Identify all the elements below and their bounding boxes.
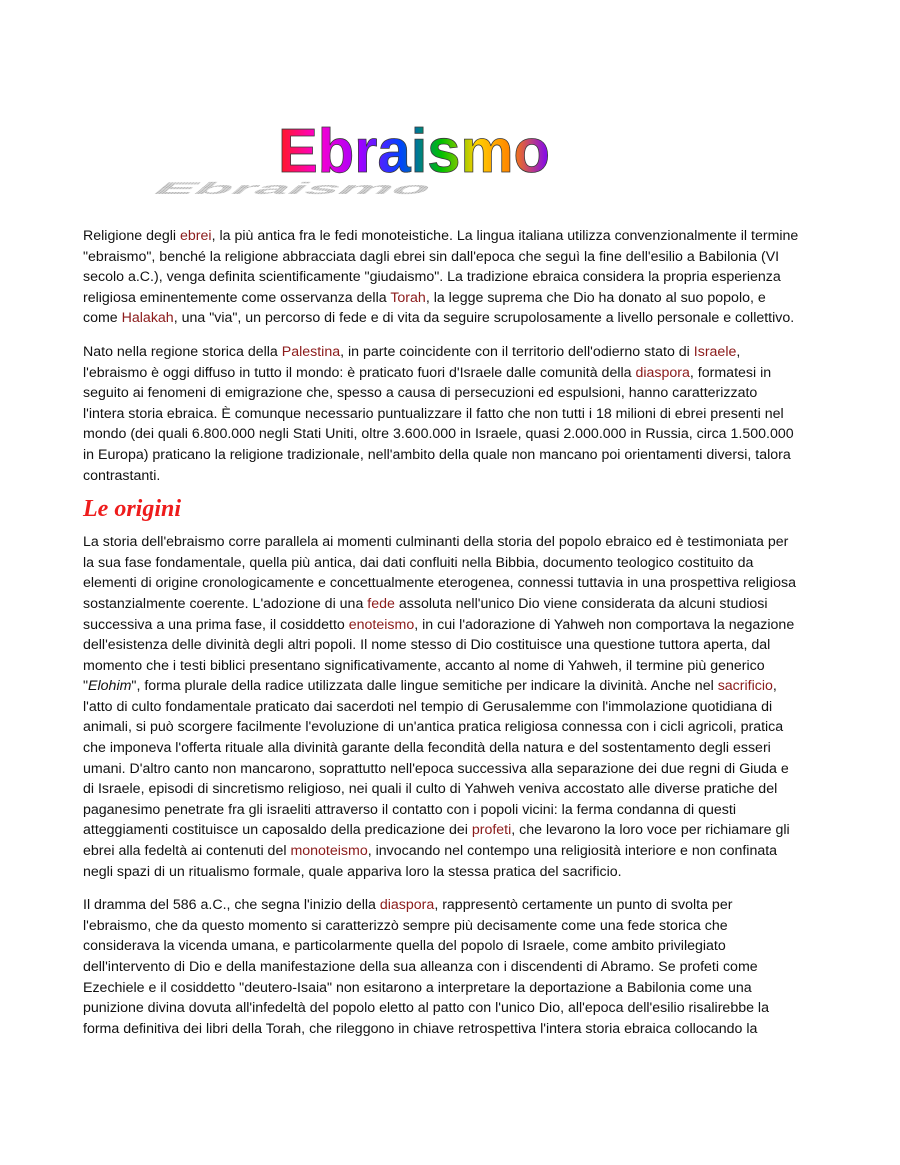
text-run: , l'ebraismo è oggi diffuso in tutto il mondo: è praticato fuori d'Israele dalle comunità della bbox=[83, 343, 741, 381]
origins-paragraph-1 bbox=[83, 532, 801, 882]
text-run: , la legge suprema che Dio ha donato al suo popolo, e come bbox=[83, 289, 766, 327]
link-enoteismo[interactable]: enoteismo bbox=[348, 616, 415, 633]
link-monoteismo[interactable]: monoteismo bbox=[290, 843, 368, 860]
text-run: Religione degli bbox=[83, 228, 181, 244]
text-run: , in parte coincidente con il territorio dell'odierno stato di bbox=[340, 343, 694, 360]
section-heading: Le origini bbox=[83, 496, 182, 523]
text-run: Nato nella regione storica della bbox=[83, 343, 282, 360]
text-run: Il dramma del 586 a.C., che segna l'inizio della bbox=[83, 897, 380, 914]
link-fede[interactable]: fede bbox=[367, 595, 395, 612]
link-profeti[interactable]: profeti bbox=[471, 822, 512, 839]
intro-paragraph-1 bbox=[83, 226, 801, 329]
italic-term: Elohim bbox=[88, 678, 132, 695]
link-halakah[interactable]: Halakah bbox=[121, 310, 174, 327]
text-run: , una "via", un percorso di fede e di vita da seguire scrupolosamente a livello personale e collettivo. bbox=[173, 310, 795, 327]
text-run: , che levarono la loro voce per richiamare gli ebrei alla fedeltà ai contenuti del bbox=[83, 822, 790, 860]
intro-paragraph-2 bbox=[83, 342, 801, 486]
link-diaspora[interactable]: diaspora bbox=[635, 364, 690, 381]
title-banner bbox=[83, 0, 801, 215]
text-run: , rappresentò certamente un punto di svolta per l'ebraismo, che da questo momento si caratterizzò sempre più decisamente come una fede storica che considerava la vicenda umana, e particolarmente quella del popolo di Israele, come ambito privilegiato dell'intervento di Dio e della manifestazione della sua alleanza con i discendenti di Abramo. Se profeti come Ezechiele e il cosiddetto "deutero-Isaia" non esitarono a interpretare la deportazione a Babilonia come una punizione divina dovuta all'infedeltà del popolo eletto al patto con l'unico Dio, all'epoca dell'esilio risalirebbe la forma definitiva dei libri della Torah, che rileggono in chiave retrospettiva l'intera storia ebraica collocando la bbox=[83, 897, 769, 1037]
text-run: , l'atto di culto fondamentale praticato dai sacerdoti nel tempio di Gerusalemme con l'immolazione quotidiana di animali, si può scorgere facilmente l'evoluzione di un'antica pratica religiosa connessa con i cicli agricoli, pratica che imponeva l'offerta rituale alla divinità garante della fecondità della natura e del sostentamento degli esseri umani. D'altro canto non mancarono, soprattutto nell'epoca successiva alla separazione dei due regni di Giuda e di Israele, episodi di sincretismo religioso, nei quali il culto di Yahweh veniva accostato alle diverse pratiche del paganesimo penetrate fra gli israeliti attraverso il contatto con i popoli vicini: la ferma condanna di questi atteggiamenti costituisce un caposaldo della predicazione dei bbox=[83, 678, 789, 839]
wordart-title bbox=[146, 90, 568, 198]
link-palestina[interactable]: Palestina bbox=[281, 343, 341, 360]
link-torah[interactable]: Torah bbox=[390, 289, 426, 306]
text-run: , formatesi in seguito ai fenomeni di emigrazione che, spesso a causa di persecuzioni ed espulsioni, hanno caratterizzato l'intera storia ebraica. È comunque necessario puntualizzare il fatto che non tutti i 18 milioni di ebrei presenti nel mondo (dei quali 6.800.000 negli Stati Uniti, oltre 3.600.000 in Israele, quasi 2.000.000 in Russia, circa 1.500.000 in Europa) praticano la religione tradizionale, nell'ambito della quale non mancano poi orientamenti diversi, talora contrastanti. bbox=[83, 364, 794, 484]
title-shadow: Ebraismo bbox=[146, 178, 443, 198]
document-page bbox=[83, 0, 801, 1052]
text-run: ", forma plurale della radice utilizzata dalle lingue semitiche per indicare la divinità. Anche nel bbox=[131, 678, 718, 695]
text-run: , invocando nel contempo una religiosità interiore e non confinata negli spazi di un ritualismo formale, quale appariva loro la stessa pratica del sacrificio. bbox=[83, 843, 778, 880]
text-run: , la più antica fra le fedi monoteistiche. La lingua italiana utilizza convenzionalmente il termine "ebraismo", benché la religione abbracciata dagli ebrei sin dall'epoca che seguì la fine dell'esilio a Babilonia (VI secolo a.C.), venga definita scientificamente "giudaismo". La tradizione ebraica considera la propria esperienza religiosa eminentemente come osservanza della bbox=[83, 228, 799, 306]
link-israele[interactable]: Israele bbox=[693, 343, 737, 360]
text-run: assoluta nell'unico Dio viene considerata da alcuni studiosi successiva a una prima fase, il cosiddetto bbox=[83, 595, 768, 633]
link-sacrificio[interactable]: sacrificio bbox=[717, 678, 773, 695]
origins-paragraph-2 bbox=[83, 895, 801, 1039]
text-run: La storia dell'ebraismo corre parallela ai momenti culminanti della storia del popolo ebraico ed è testimoniata per la sua fase fondamentale, quella più antica, dai dati confluiti nella Bibbia, documento teologico costituito da elementi di origine cronologicamente e concettualmente eterogenea, connessi tuttavia in una prospettiva religiosa sostanzialmente coerente. L'adozione di una bbox=[83, 534, 796, 612]
link-diaspora-2[interactable]: diaspora bbox=[379, 897, 435, 914]
page-title: Ebraismo bbox=[278, 117, 550, 186]
text-run: , in cui l'adorazione di Yahweh non comportava la negazione dell'esistenza delle divinità degli altri popoli. Il nome stesso di Dio costituisce una questione tuttora aperta, dal momento che i testi biblici presentano significativamente, accanto al nome di Yahweh, il termine più generico " bbox=[83, 616, 795, 695]
link-ebrei[interactable]: ebrei bbox=[180, 228, 212, 244]
